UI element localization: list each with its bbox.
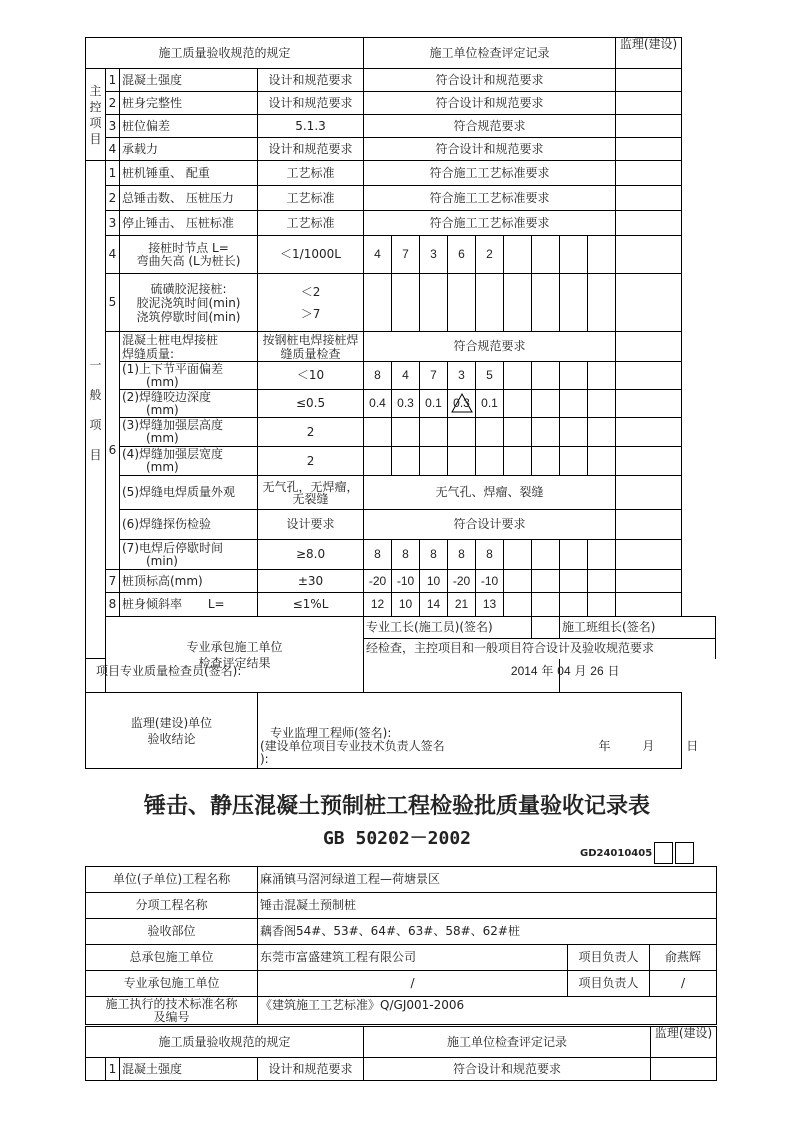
unit-value: 麻涌镇马滘河绿道工程—荷塘景区: [258, 867, 717, 893]
row-std: ＜10: [258, 362, 364, 390]
row-no: 5: [106, 274, 120, 332]
value-cell: [560, 570, 588, 593]
row-no: 4: [106, 236, 120, 274]
row-item: 停止锤击、 压桩标准: [120, 211, 258, 236]
row-item-line: 胶泥浇筑时间(min): [136, 295, 241, 310]
date-year: 2014: [510, 664, 538, 679]
form-code-text: GD24010405: [580, 848, 653, 859]
row-sup: [651, 1058, 717, 1081]
value-cell: 8: [420, 540, 448, 570]
row-item-line: 混凝土桩电焊接桩: [122, 332, 219, 347]
inspection-table-top: [85, 37, 716, 769]
value-cell: 5: [476, 362, 504, 390]
row-result: 符合施工工艺标准要求: [364, 211, 616, 236]
code-box[interactable]: [675, 842, 694, 864]
row-sup: [616, 186, 682, 211]
row-item-text: L=: [207, 597, 225, 611]
value-cell: 8: [392, 540, 420, 570]
value-cell-marked: [448, 390, 476, 418]
date-char: 年: [541, 664, 554, 679]
row-std: ≤1%L: [258, 593, 364, 617]
row-std: 设计和规范要求: [258, 138, 364, 161]
code-box[interactable]: [654, 842, 673, 864]
header-supervisor: 监理(建设): [616, 38, 682, 69]
row-no: 1: [106, 161, 120, 186]
row-item: 桩身完整性: [120, 92, 258, 115]
row-item-line: (2)焊缝咬边深度: [122, 389, 211, 404]
value-cell: 0.1: [420, 390, 448, 418]
row-item: (5)焊缝电焊质量外观: [120, 476, 258, 510]
value-cell: [392, 418, 420, 447]
date-char: 日: [686, 739, 699, 753]
row-std: 按钢桩电焊接桩焊缝质量检查: [258, 332, 364, 362]
row-std: ＜1/1000L: [258, 236, 364, 274]
value-cell: [532, 418, 560, 447]
value-cell: [560, 362, 588, 390]
value-cell: 8: [364, 362, 392, 390]
value-cell: [448, 274, 476, 332]
value-cell: 12: [364, 593, 392, 617]
value-cell: 7: [392, 236, 420, 274]
label-line: 专业承包施工单位: [186, 639, 283, 654]
unit-label: 单位(子单位)工程名称: [86, 867, 258, 893]
value-cell: [560, 593, 588, 617]
owner-signature: (建设单位项目专业技术负责人签名: [260, 739, 445, 753]
value-cell: 2: [476, 236, 504, 274]
header-rule: 施工质量验收规范的规定: [86, 1027, 364, 1058]
date-char: 月: [642, 739, 655, 753]
row-sup: [616, 447, 682, 476]
row-item-line: 浇筑停歇时间(min): [136, 309, 241, 324]
row-item-line: 接桩时节点 L=: [148, 240, 229, 255]
date-month: 04: [557, 664, 571, 679]
row-item: [120, 362, 258, 390]
value-cell: -20: [448, 570, 476, 593]
value-cell: 4: [364, 236, 392, 274]
standard-label: [86, 997, 258, 1025]
value-cell: [504, 540, 532, 570]
std-line: ＜2: [300, 284, 321, 299]
row-no: 3: [106, 211, 120, 236]
row-std: 工艺标准: [258, 186, 364, 211]
row-sup: [616, 332, 682, 362]
row-sup: [616, 92, 682, 115]
row-item: [120, 418, 258, 447]
value-cell: [476, 418, 504, 447]
value-cell: [476, 274, 504, 332]
row-std: 工艺标准: [258, 161, 364, 186]
label-line: 监理(建设)单位: [130, 715, 213, 730]
row-std: 设计和规范要求: [258, 1058, 364, 1081]
header-check: 施工单位检查评定记录: [364, 38, 616, 69]
general-items-label: 一般项目: [86, 161, 106, 659]
value-cell: 6: [448, 236, 476, 274]
row-sup: [616, 115, 682, 138]
date-char: 日: [607, 664, 620, 679]
row-std: 工艺标准: [258, 211, 364, 236]
row-sup: [616, 476, 682, 510]
row-sup: [616, 593, 682, 617]
value-cell: [504, 362, 532, 390]
row-result: 符合设计和规范要求: [364, 69, 616, 92]
row-item-line: 弯曲矢高 (L为桩长): [136, 253, 241, 268]
row-no: 7: [106, 570, 120, 593]
row-result: 符合设计要求: [364, 510, 616, 540]
value-cell: [504, 593, 532, 617]
row-item: 桩机锤重、 配重: [120, 161, 258, 186]
value-cell: [476, 447, 504, 476]
value-cell: 10: [420, 570, 448, 593]
value-cell: [588, 390, 616, 418]
part-label: 验收部位: [86, 919, 258, 945]
row-no: 4: [106, 138, 120, 161]
label-line: 施工执行的技术标准名称: [105, 996, 238, 1011]
value-cell: 10: [392, 593, 420, 617]
value-cell: [588, 236, 616, 274]
foreman-sign-blank: [532, 617, 560, 639]
row-item-line: 焊缝质量:: [122, 346, 175, 361]
value-cell: [588, 418, 616, 447]
row-std: [258, 274, 364, 332]
form-code: [580, 842, 694, 864]
value-cell: [588, 362, 616, 390]
label-line: 检查评定结果: [198, 655, 271, 670]
value-text: 0.3: [453, 396, 470, 410]
document-title: 锤击、静压混凝土预制桩工程检验批质量验收记录表: [143, 794, 650, 819]
row-item: [120, 540, 258, 570]
value-cell: [504, 390, 532, 418]
subcontractor-label: 专业承包施工单位: [86, 971, 258, 997]
general-contractor-label: 总承包施工单位: [86, 945, 258, 971]
inspector-row: [86, 659, 620, 685]
main-items-label: 主控项目: [86, 69, 106, 161]
value-cell: 0.4: [364, 390, 392, 418]
value-cell: [532, 570, 560, 593]
value-cell: [364, 447, 392, 476]
date-day: 26: [590, 664, 604, 679]
row-result: 无气孔、焊瘤、裂缝: [364, 476, 616, 510]
inspector-signature: 项目专业质量检查员(签名):: [96, 664, 242, 679]
row-sup: [616, 138, 682, 161]
row-item-line: (1)上下节平面偏差: [122, 361, 223, 376]
date-char: 月: [574, 664, 587, 679]
subitem-label: 分项工程名称: [86, 893, 258, 919]
row-item: (6)焊缝探伤检验: [120, 510, 258, 540]
team-lead-signature: 施工班组长(签名): [560, 617, 716, 639]
value-cell: 4: [392, 362, 420, 390]
value-cell: [504, 447, 532, 476]
value-cell: [504, 274, 532, 332]
row-item-line: 硫磺胶泥接桩:: [150, 281, 227, 296]
row-no: 8: [106, 593, 120, 617]
row-sup: [616, 69, 682, 92]
part-value: 藕香阁54#、53#、64#、63#、58#、62#桩: [258, 919, 717, 945]
row-result: 符合设计和规范要求: [364, 92, 616, 115]
row-std: 设计和规范要求: [258, 92, 364, 115]
row-sup: [616, 274, 682, 332]
row-std: ±30: [258, 570, 364, 593]
row-result: 符合施工工艺标准要求: [364, 161, 616, 186]
row-result: 符合设计和规范要求: [364, 1058, 651, 1081]
row-sup: [616, 540, 682, 570]
value-cell: [448, 418, 476, 447]
value-cell: [420, 447, 448, 476]
value-cell: [588, 570, 616, 593]
value-cell: [504, 570, 532, 593]
spacer: [86, 685, 560, 693]
value-cell: [532, 593, 560, 617]
value-cell: [392, 274, 420, 332]
supervisor-engineer-signature: 专业监理工程师(签名):: [270, 726, 392, 740]
row-item-text: 桩身倾斜率: [122, 597, 183, 611]
row-sup: [616, 510, 682, 540]
row-item-line: (7)电焊后停歇时间: [122, 540, 223, 555]
value-cell: 3: [448, 362, 476, 390]
row-item-line: (mm): [146, 431, 179, 445]
value-cell: [504, 236, 532, 274]
row-std: 无气孔，无焊瘤，无裂缝: [258, 476, 364, 510]
value-cell: [588, 540, 616, 570]
row-item: [120, 447, 258, 476]
owner-row: [260, 739, 699, 753]
value-cell: 13: [476, 593, 504, 617]
row-no: 1: [106, 1058, 120, 1081]
value-cell: 8: [448, 540, 476, 570]
value-cell: -10: [476, 570, 504, 593]
header-rule: 施工质量验收规范的规定: [86, 38, 364, 69]
value-cell: 0.3: [392, 390, 420, 418]
header-supervisor: 监理(建设): [651, 1027, 717, 1058]
standard-code: GB 50202－2002: [322, 828, 472, 849]
check-conclusion: 经检查，主控项目和一般项目符合设计及验收规范要求: [364, 639, 716, 659]
value-cell: [420, 274, 448, 332]
inspection-date: [511, 665, 620, 678]
row-item: 桩顶标高(mm): [120, 570, 258, 593]
value-cell: [560, 447, 588, 476]
project-manager-label: 项目负责人: [568, 945, 650, 971]
value-cell: 8: [476, 540, 504, 570]
label-line: 及编号: [153, 1009, 190, 1024]
general-contractor-value: 东莞市富盛建筑工程有限公司: [258, 945, 568, 971]
value-cell: 7: [420, 362, 448, 390]
project-manager-value: /: [650, 971, 717, 997]
project-manager-label: 项目负责人: [568, 971, 650, 997]
value-cell: [588, 274, 616, 332]
row-no: 2: [106, 186, 120, 211]
row-sup: [616, 362, 682, 390]
value-cell: [560, 390, 588, 418]
row-item: 总锤击数、 压桩压力: [120, 186, 258, 211]
row-std: 5.1.3: [258, 115, 364, 138]
value-cell: 0.1: [476, 390, 504, 418]
subitem-value: 锤击混凝土预制桩: [258, 893, 717, 919]
row-sup: [616, 570, 682, 593]
standard-value: 《建筑施工工艺标准》Q/GJ001-2006: [258, 997, 717, 1025]
row-std: ≤0.5: [258, 390, 364, 418]
row-std: 2: [258, 447, 364, 476]
row-item: 混凝土强度: [120, 69, 258, 92]
value-cell: -10: [392, 570, 420, 593]
row-sup: [616, 418, 682, 447]
row-result: 符合设计和规范要求: [364, 138, 616, 161]
main-items-label-partial: [86, 1058, 106, 1081]
row-sup: [616, 161, 682, 186]
value-cell: [420, 418, 448, 447]
row-sup: [616, 236, 682, 274]
value-cell: [560, 540, 588, 570]
value-cell: [532, 390, 560, 418]
row-item: [120, 274, 258, 332]
row-item: 混凝土强度: [120, 1058, 258, 1081]
value-cell: [560, 418, 588, 447]
row-result: 符合规范要求: [364, 115, 616, 138]
value-cell: [532, 362, 560, 390]
value-cell: [588, 593, 616, 617]
row-std: 2: [258, 418, 364, 447]
value-cell: [588, 447, 616, 476]
supervisor-label: [86, 693, 258, 769]
date-char: 年: [598, 739, 611, 753]
row-std: 设计要求: [258, 510, 364, 540]
value-cell: [532, 274, 560, 332]
value-cell: [560, 236, 588, 274]
row-item-line: (min): [146, 553, 178, 568]
info-table: [85, 866, 717, 1025]
value-cell: [532, 540, 560, 570]
row-std: 设计和规范要求: [258, 69, 364, 92]
value-cell: [532, 447, 560, 476]
value-cell: 21: [448, 593, 476, 617]
value-cell: -20: [364, 570, 392, 593]
row-result: 符合施工工艺标准要求: [364, 186, 616, 211]
owner-signature-end: ):: [260, 752, 269, 766]
foreman-signature: 专业工长(施工员)(签名): [364, 617, 532, 639]
label-line: 验收结论: [147, 731, 196, 746]
row-no: 2: [106, 92, 120, 115]
row-item-line: (mm): [146, 374, 179, 389]
row-sup: [616, 390, 682, 418]
row-item: [120, 236, 258, 274]
project-manager-value: 俞燕辉: [650, 945, 717, 971]
row-item-line: (3)焊缝加强层高度: [122, 418, 223, 432]
value-cell: 3: [420, 236, 448, 274]
inspection-table-bottom: [85, 1026, 717, 1081]
subcontractor-value: /: [258, 971, 568, 997]
row-item: [120, 593, 258, 617]
row-std: ≥8.0: [258, 540, 364, 570]
value-cell: [532, 236, 560, 274]
row-item-line: (mm): [146, 460, 179, 474]
row-item: 桩位偏差: [120, 115, 258, 138]
std-line: ＞7: [300, 306, 321, 321]
row-item: 承载力: [120, 138, 258, 161]
value-cell: [560, 274, 588, 332]
header-check: 施工单位检查评定记录: [364, 1027, 651, 1058]
row-item: [120, 390, 258, 418]
row-item-line: (mm): [146, 402, 179, 417]
value-cell: [364, 418, 392, 447]
row-no: 1: [106, 69, 120, 92]
value-cell: [504, 418, 532, 447]
row-sup: [616, 211, 682, 236]
value-cell: [392, 447, 420, 476]
supervisor-conclusion: [258, 693, 699, 769]
row-item: [120, 332, 258, 362]
row-result: 符合规范要求: [364, 332, 616, 362]
value-cell: 8: [364, 540, 392, 570]
row-item-line: (4)焊缝加强层宽度: [122, 447, 223, 461]
row-no: 3: [106, 115, 120, 138]
value-cell: [364, 274, 392, 332]
row-no: 6: [106, 332, 120, 570]
value-cell: 14: [420, 593, 448, 617]
value-cell: [448, 447, 476, 476]
